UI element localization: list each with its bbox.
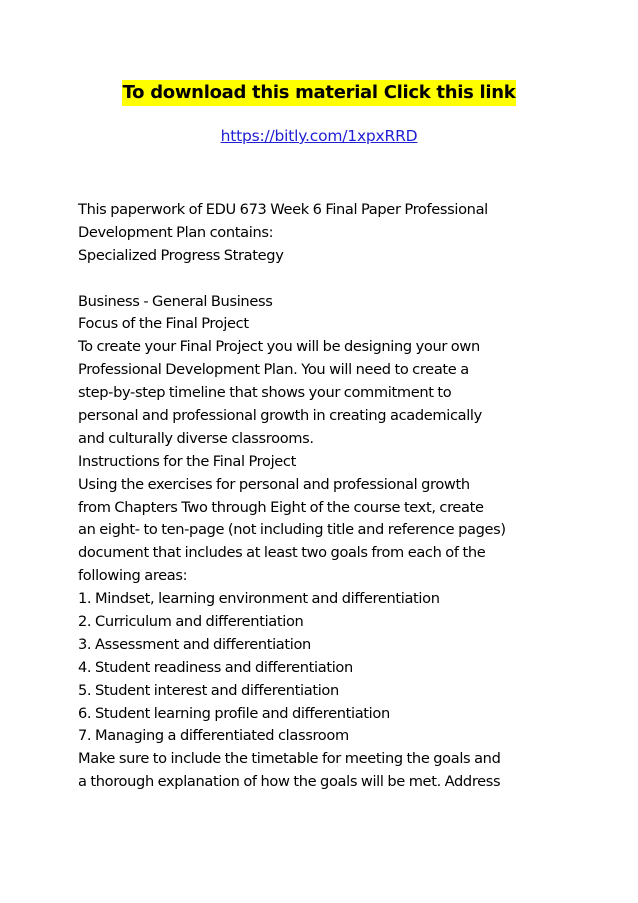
body-line: Instructions for the Final Project xyxy=(78,452,296,470)
document-body xyxy=(78,199,598,794)
download-title: To download this material Click this link xyxy=(122,80,517,106)
list-item: 1. Mindset, learning environment and differentiation xyxy=(78,590,440,608)
body-line: following areas: xyxy=(78,567,188,585)
list-item: 5. Student interest and differentiation xyxy=(78,681,339,699)
body-line: Make sure to include the timetable for meeting the goals and xyxy=(78,750,501,768)
intro-line: Specialized Progress Strategy xyxy=(78,246,284,264)
list-item: 4. Student readiness and differentiation xyxy=(78,658,353,676)
list-item: 3. Assessment and differentiation xyxy=(78,635,311,653)
body-line: To create your Final Project you will be designing your own xyxy=(78,338,480,356)
list-item: 2. Curriculum and differentiation xyxy=(78,613,304,631)
body-line: Focus of the Final Project xyxy=(78,315,249,333)
body-line: and culturally diverse classrooms. xyxy=(78,429,314,447)
body-line: Business - General Business xyxy=(78,292,273,310)
link-row xyxy=(0,124,638,148)
body-line: personal and professional growth in creating academically xyxy=(78,407,482,425)
body-line: step-by-step timeline that shows your commitment to xyxy=(78,384,452,402)
body-line: a thorough explanation of how the goals will be met. Address xyxy=(78,773,501,791)
intro-line: Development Plan contains: xyxy=(78,223,274,241)
body-line: from Chapters Two through Eight of the course text, create xyxy=(78,498,484,516)
body-line: document that includes at least two goals from each of the xyxy=(78,544,486,562)
list-item: 7. Managing a differentiated classroom xyxy=(78,727,349,745)
body-line: Professional Development Plan. You will need to create a xyxy=(78,361,469,379)
intro-line: This paperwork of EDU 673 Week 6 Final Paper Professional xyxy=(78,201,488,218)
paragraph-gap xyxy=(78,268,598,291)
download-link[interactable]: https://bitly.com/1xpxRRD xyxy=(220,127,418,145)
body-line: Using the exercises for personal and professional growth xyxy=(78,475,470,493)
list-item: 6. Student learning profile and differentiation xyxy=(78,704,390,722)
body-line: an eight- to ten-page (not including title and reference pages) xyxy=(78,521,506,539)
header xyxy=(0,80,638,106)
